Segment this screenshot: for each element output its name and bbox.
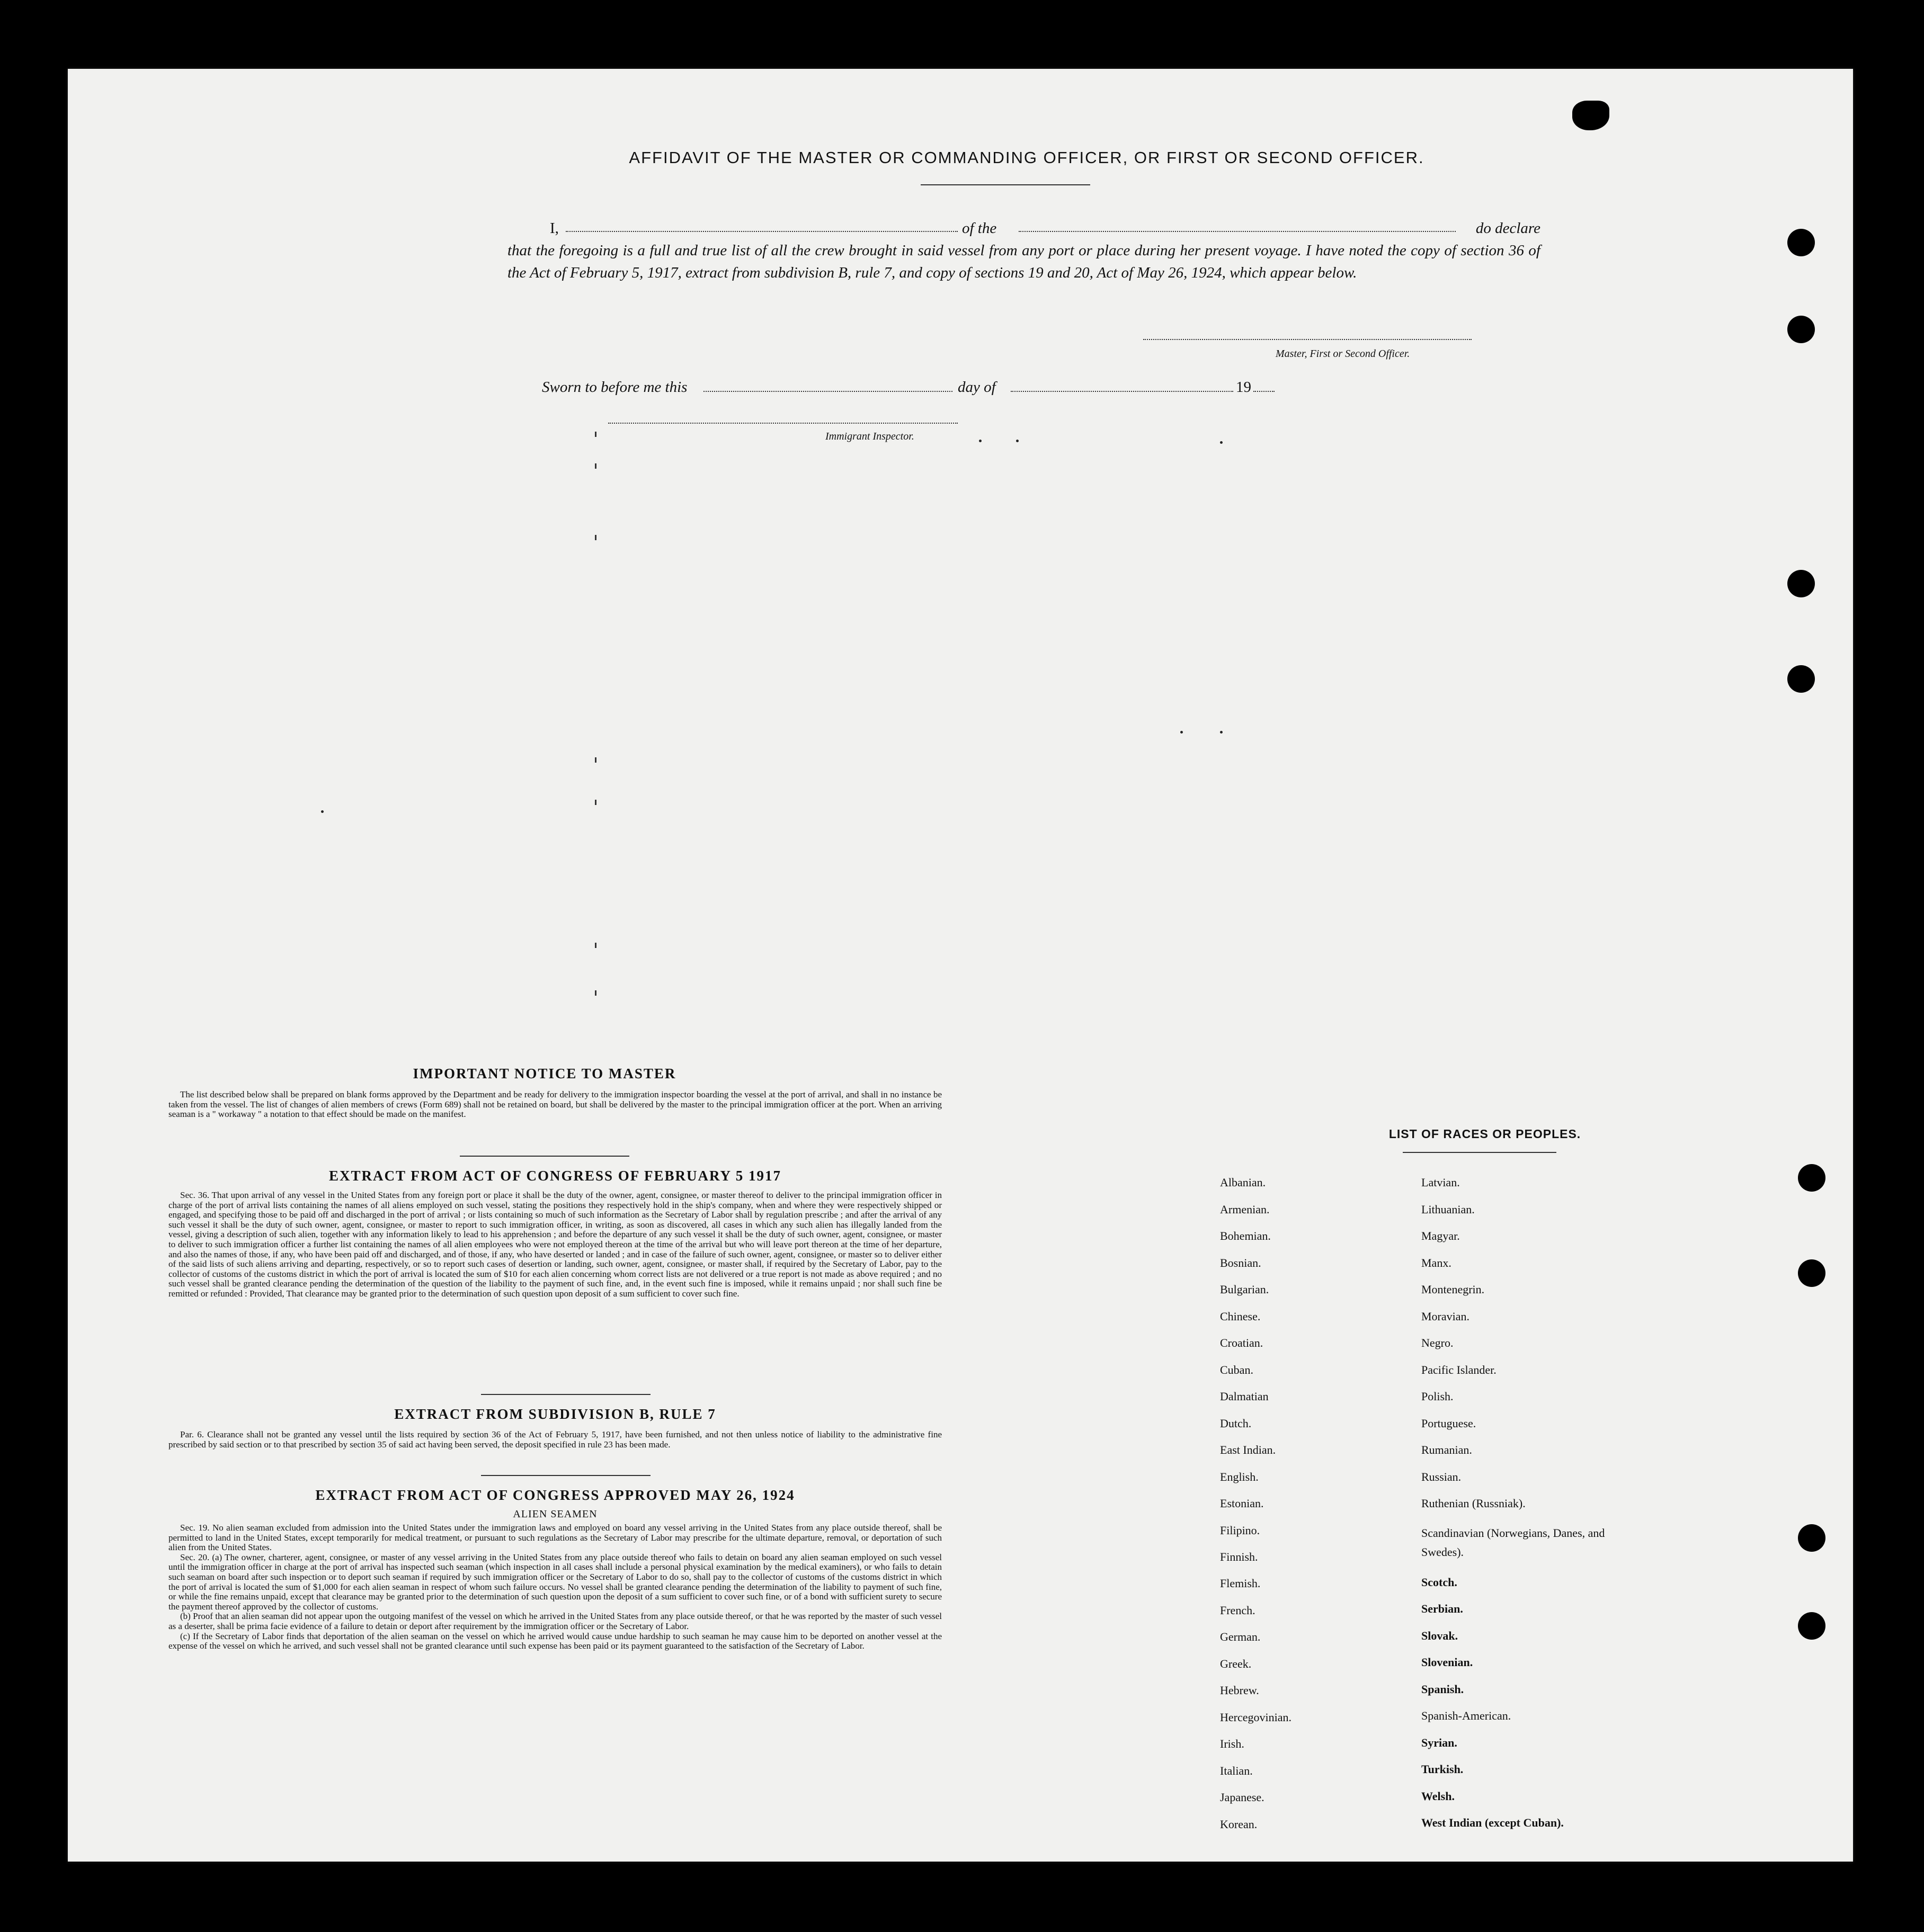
mark bbox=[595, 990, 596, 996]
race-item: Lithuanian. bbox=[1421, 1202, 1475, 1216]
divider bbox=[481, 1475, 651, 1476]
race-item: Portuguese. bbox=[1421, 1416, 1476, 1430]
alien-seamen-subheading: ALIEN SEAMEN bbox=[513, 1508, 598, 1520]
race-item: Slovak. bbox=[1421, 1629, 1458, 1642]
punch-hole bbox=[1798, 1259, 1825, 1287]
race-item: Filipino. bbox=[1220, 1523, 1260, 1537]
race-item: Bulgarian. bbox=[1220, 1283, 1269, 1296]
extract-1917-heading: EXTRACT FROM ACT OF CONGRESS OF FEBRUARY 5 1917 bbox=[328, 1168, 782, 1184]
punch-hole bbox=[1787, 316, 1815, 343]
sworn-day-blank bbox=[703, 391, 952, 392]
race-item: East Indian. bbox=[1220, 1443, 1276, 1456]
sworn-year-blank bbox=[1253, 391, 1275, 392]
affidavit-title: AFFIDAVIT OF THE MASTER OR COMMANDING OFFICER, OR FIRST OR SECOND OFFICER. bbox=[629, 148, 1424, 167]
race-item: Flemish. bbox=[1220, 1577, 1261, 1590]
race-item: Welsh. bbox=[1421, 1789, 1455, 1803]
mark bbox=[595, 800, 596, 805]
notice-paragraph: The list described below shall be prepared on blank forms approved by the Department and be ready for delivery to the immigration inspector boarding the vessel at the port of arrival, and shall in no instance be taken from the vessel. The list of changes of alien members of crews (Form 689) shall not be retained on board, but shall be delivered by the master to the principal immigration officer at the port. When an arriving seaman is a " workaway " a notation to that effect should be made on the manifest. bbox=[168, 1089, 942, 1120]
sworn-year: 19 bbox=[1236, 379, 1251, 396]
race-item: Albanian. bbox=[1220, 1176, 1266, 1189]
punch-hole bbox=[1798, 1524, 1825, 1552]
sec-19-paragraph: Sec. 19. No alien seaman excluded from admission into the United States under the immigration laws and employed on board any vessel arriving in the United States from any place outside thereof, shall be permitted to land in the United States, except temporarily for medical treatment, or pursuant to such regulations as the Secretary of Labor may prescribe for the ultimate departure, removal, or deportation of such alien from the United States. bbox=[168, 1523, 942, 1553]
mark bbox=[1220, 731, 1223, 734]
mark bbox=[595, 463, 596, 469]
race-item: Magyar. bbox=[1421, 1229, 1460, 1242]
divider bbox=[1403, 1152, 1556, 1153]
race-item: Russian. bbox=[1421, 1470, 1462, 1483]
mark bbox=[595, 432, 596, 437]
sworn-day-of: day of bbox=[958, 379, 996, 396]
divider bbox=[921, 184, 1090, 185]
race-item: Ruthenian (Russniak). bbox=[1421, 1497, 1526, 1510]
punch-hole bbox=[1787, 570, 1815, 597]
race-item: Italian. bbox=[1220, 1764, 1253, 1777]
punch-hole bbox=[1787, 665, 1815, 693]
race-item: Moravian. bbox=[1421, 1309, 1470, 1323]
race-item: Dalmatian bbox=[1220, 1390, 1269, 1403]
punch-hole bbox=[1798, 1612, 1825, 1640]
subdivision-text bbox=[168, 1430, 942, 1450]
punch-hole bbox=[1787, 229, 1815, 256]
sec-20a-paragraph: Sec. 20. (a) The owner, charterer, agent, consignee, or master of any vessel arriving in the United States from any place outside thereof who fails to detain on board any alien seaman employed on such vessel until the immigration officer in charge at the port of arrival has inspected such seaman (which inspection in all cases shall include a personal physical examination by the medical examiners), or who fails to detain such seaman on board after such inspection or to deport such seaman if required by such immigration officer or the Secretary of Labor to do so, shall pay to the collector of customs of the customs district in which the port of arrival is located the sum of $1,000 for each alien seaman in respect of whom such failure occurs. No vessel shall be granted clearance pending the determination of the liability to payment of such fine, or while the fine remains unpaid, except that clearance may be granted prior to the determination of such question upon the deposit of a sum sufficient to cover such fine, or of a bond with sufficient surety to secure the payment thereof approved by the collector of customs. bbox=[168, 1552, 942, 1612]
mark bbox=[1220, 441, 1223, 444]
race-item: Finnish. bbox=[1220, 1550, 1258, 1563]
declaration-body: that the foregoing is a full and true list of all the crew brought in said vessel from any port or place during her present voyage. I have noted the copy of section 36 of the Act of February 5, 1917, extract from subdivision B, rule 7, and copy of sections 19 and 20, Act of May 26, 1924, which appear below. bbox=[507, 242, 1540, 281]
race-item: Manx. bbox=[1421, 1256, 1451, 1269]
mark bbox=[1016, 440, 1019, 442]
race-item: Serbian. bbox=[1421, 1602, 1463, 1615]
race-item: Armenian. bbox=[1220, 1202, 1270, 1216]
race-item: Hebrew. bbox=[1220, 1684, 1259, 1697]
races-heading: LIST OF RACES OR PEOPLES. bbox=[1388, 1127, 1581, 1141]
master-signature-line bbox=[1143, 339, 1472, 340]
race-item: Polish. bbox=[1421, 1390, 1454, 1403]
mark bbox=[595, 757, 596, 763]
sec-20b-paragraph: (b) Proof that an alien seaman did not appear upon the outgoing manifest of the vessel on which he arrived in the United States from any place outside thereof, or that he was reported by the master of such vessel as a deserter, shall be prima facie evidence of a failure to detain or deport after requirement by the immigration officer or the Secretary of Labor. bbox=[168, 1611, 942, 1631]
race-item: Dutch. bbox=[1220, 1416, 1252, 1430]
divider bbox=[481, 1394, 651, 1395]
races-column-2 bbox=[1421, 1176, 1612, 1843]
race-item: Croatian. bbox=[1220, 1336, 1263, 1349]
race-item: Rumanian. bbox=[1421, 1443, 1472, 1456]
race-item: Estonian. bbox=[1220, 1497, 1264, 1510]
race-item: Greek. bbox=[1220, 1657, 1252, 1670]
race-item: Turkish. bbox=[1421, 1763, 1464, 1776]
race-item: Syrian. bbox=[1421, 1736, 1457, 1749]
mark bbox=[595, 943, 596, 948]
race-item: Latvian. bbox=[1421, 1176, 1460, 1189]
race-item: Korean. bbox=[1220, 1817, 1258, 1831]
race-item: English. bbox=[1220, 1470, 1259, 1483]
divider bbox=[460, 1156, 629, 1157]
master-signature-label: Master, First or Second Officer. bbox=[1276, 348, 1410, 360]
race-item: German. bbox=[1220, 1630, 1261, 1643]
race-item: Hercegovinian. bbox=[1220, 1710, 1291, 1724]
mark bbox=[979, 440, 982, 442]
notice-heading: IMPORTANT NOTICE TO MASTER bbox=[413, 1066, 676, 1081]
race-item: Bohemian. bbox=[1220, 1229, 1271, 1242]
race-item: Slovenian. bbox=[1421, 1656, 1473, 1669]
inspector-label: Immigrant Inspector. bbox=[825, 431, 914, 442]
name-blank bbox=[566, 231, 958, 232]
races-column-1 bbox=[1220, 1176, 1379, 1844]
punch-hole bbox=[1798, 1164, 1825, 1192]
sec-20c-paragraph: (c) If the Secretary of Labor finds that deportation of the alien seaman on the vessel on which he arrived would cause undue hardship to such seaman he may cause him to be deported on another vessel at the expense of the vessel on which he arrived, and such vessel shall not be granted clearance until such expense has been paid or its payment guaranteed to the satisfaction of the Secretary of Labor. bbox=[168, 1631, 942, 1651]
race-item: Spanish. bbox=[1421, 1682, 1464, 1696]
extract-1924-text bbox=[168, 1523, 942, 1651]
race-item: French. bbox=[1220, 1603, 1255, 1617]
mark bbox=[321, 810, 324, 813]
race-item: Montenegrin. bbox=[1421, 1283, 1485, 1296]
race-item: Bosnian. bbox=[1220, 1256, 1261, 1269]
decl-do-declare: do declare bbox=[1475, 220, 1540, 237]
race-item: Negro. bbox=[1421, 1336, 1454, 1349]
race-item: Scandinavian (Norwegians, Danes, and Swedes). bbox=[1421, 1526, 1605, 1559]
subdivision-heading: EXTRACT FROM SUBDIVISION B, RULE 7 bbox=[394, 1406, 716, 1422]
sworn-prefix: Sworn to before me this bbox=[542, 379, 688, 396]
vessel-blank bbox=[1019, 231, 1456, 232]
race-item: Cuban. bbox=[1220, 1363, 1253, 1376]
sec-36-paragraph: Sec. 36. That upon arrival of any vessel in the United States from any foreign port or place it shall be the duty of the owner, agent, consignee, or master thereof to deliver to the principal immigration officer in charge of the port of arrival lists containing the names of all aliens employed on such vessel, stating the positions they respectively hold in the ship's company, when and where they were respectively shipped or engaged, and specifying those to be paid off and discharged in the port of arrival ; or lists containing so much of such information as the Secretary of Labor shall by regulation prescribe ; and after the arrival of any such vessel it shall be the duty of such owner, agent, consignee, or master to report to such immigration officer, in writing, as soon as discovered, all cases in which any such alien has illegally landed from the vessel, giving a description of such alien, together with any information likely to lead to his apprehension ; and before the departure of any such vessel it shall be the duty of such owner, agent, consignee, or master to deliver to such immigration officer a further list containing the names of all alien employees who were not employed thereon at the time of the arrival but who will leave port thereon at the time of her departure, and also the names of those, if any, who have been paid off and discharged, and of those, if any, who have deserted or landed ; and in case of the failure of such owner, agent, consignee, or master so to deliver either of the said lists of such aliens arriving and departing, respectively, or so to report such cases of desertion or landing, such owner, agent, consignee, or master shall, if required by the Secretary of Labor, pay to the collector of customs of the customs district in which the port of arrival is located the sum of $10 for each alien concerning whom correct lists are not delivered or a true report is not made as above required ; and no such vessel shall be granted clearance pending the determination of the question of the liability to the payment of such fine, and, in the event such fine is imposed, while it remains unpaid ; nor shall such fine be remitted or refunded : Provided, That clearance may be granted prior to the determination of such question upon deposit of a sum sufficient to cover such fine. bbox=[168, 1190, 942, 1299]
mark bbox=[595, 535, 596, 540]
par-6-paragraph: Par. 6. Clearance shall not be granted any vessel until the lists required by section 36 of the Act of February 5, 1917, have been furnished, and not then unless notice of liability to the administrative fine prescribed by said section or to that prescribed by section 35 of said act having been served, the deposit specified in rule 23 has been made. bbox=[168, 1429, 942, 1450]
extract-1917-text bbox=[168, 1191, 942, 1299]
race-item: Japanese. bbox=[1220, 1791, 1264, 1804]
extract-1924-heading: EXTRACT FROM ACT OF CONGRESS APPROVED MAY 26, 1924 bbox=[315, 1487, 795, 1503]
document-page bbox=[68, 69, 1853, 1862]
race-item: Chinese. bbox=[1220, 1309, 1261, 1323]
decl-of-the: of the bbox=[962, 220, 997, 237]
sworn-month-blank bbox=[1011, 391, 1233, 392]
declaration-text bbox=[507, 217, 1540, 284]
torn-spot bbox=[1572, 101, 1609, 130]
inspector-signature-line bbox=[608, 423, 958, 424]
race-item: West Indian (except Cuban). bbox=[1421, 1816, 1564, 1829]
race-item: Scotch. bbox=[1421, 1575, 1457, 1589]
notice-text bbox=[168, 1090, 942, 1120]
race-item: Pacific Islander. bbox=[1421, 1363, 1497, 1376]
race-item: Spanish-American. bbox=[1421, 1709, 1511, 1722]
race-item: Irish. bbox=[1220, 1737, 1244, 1750]
mark bbox=[1180, 731, 1183, 734]
decl-i: I, bbox=[550, 220, 559, 237]
